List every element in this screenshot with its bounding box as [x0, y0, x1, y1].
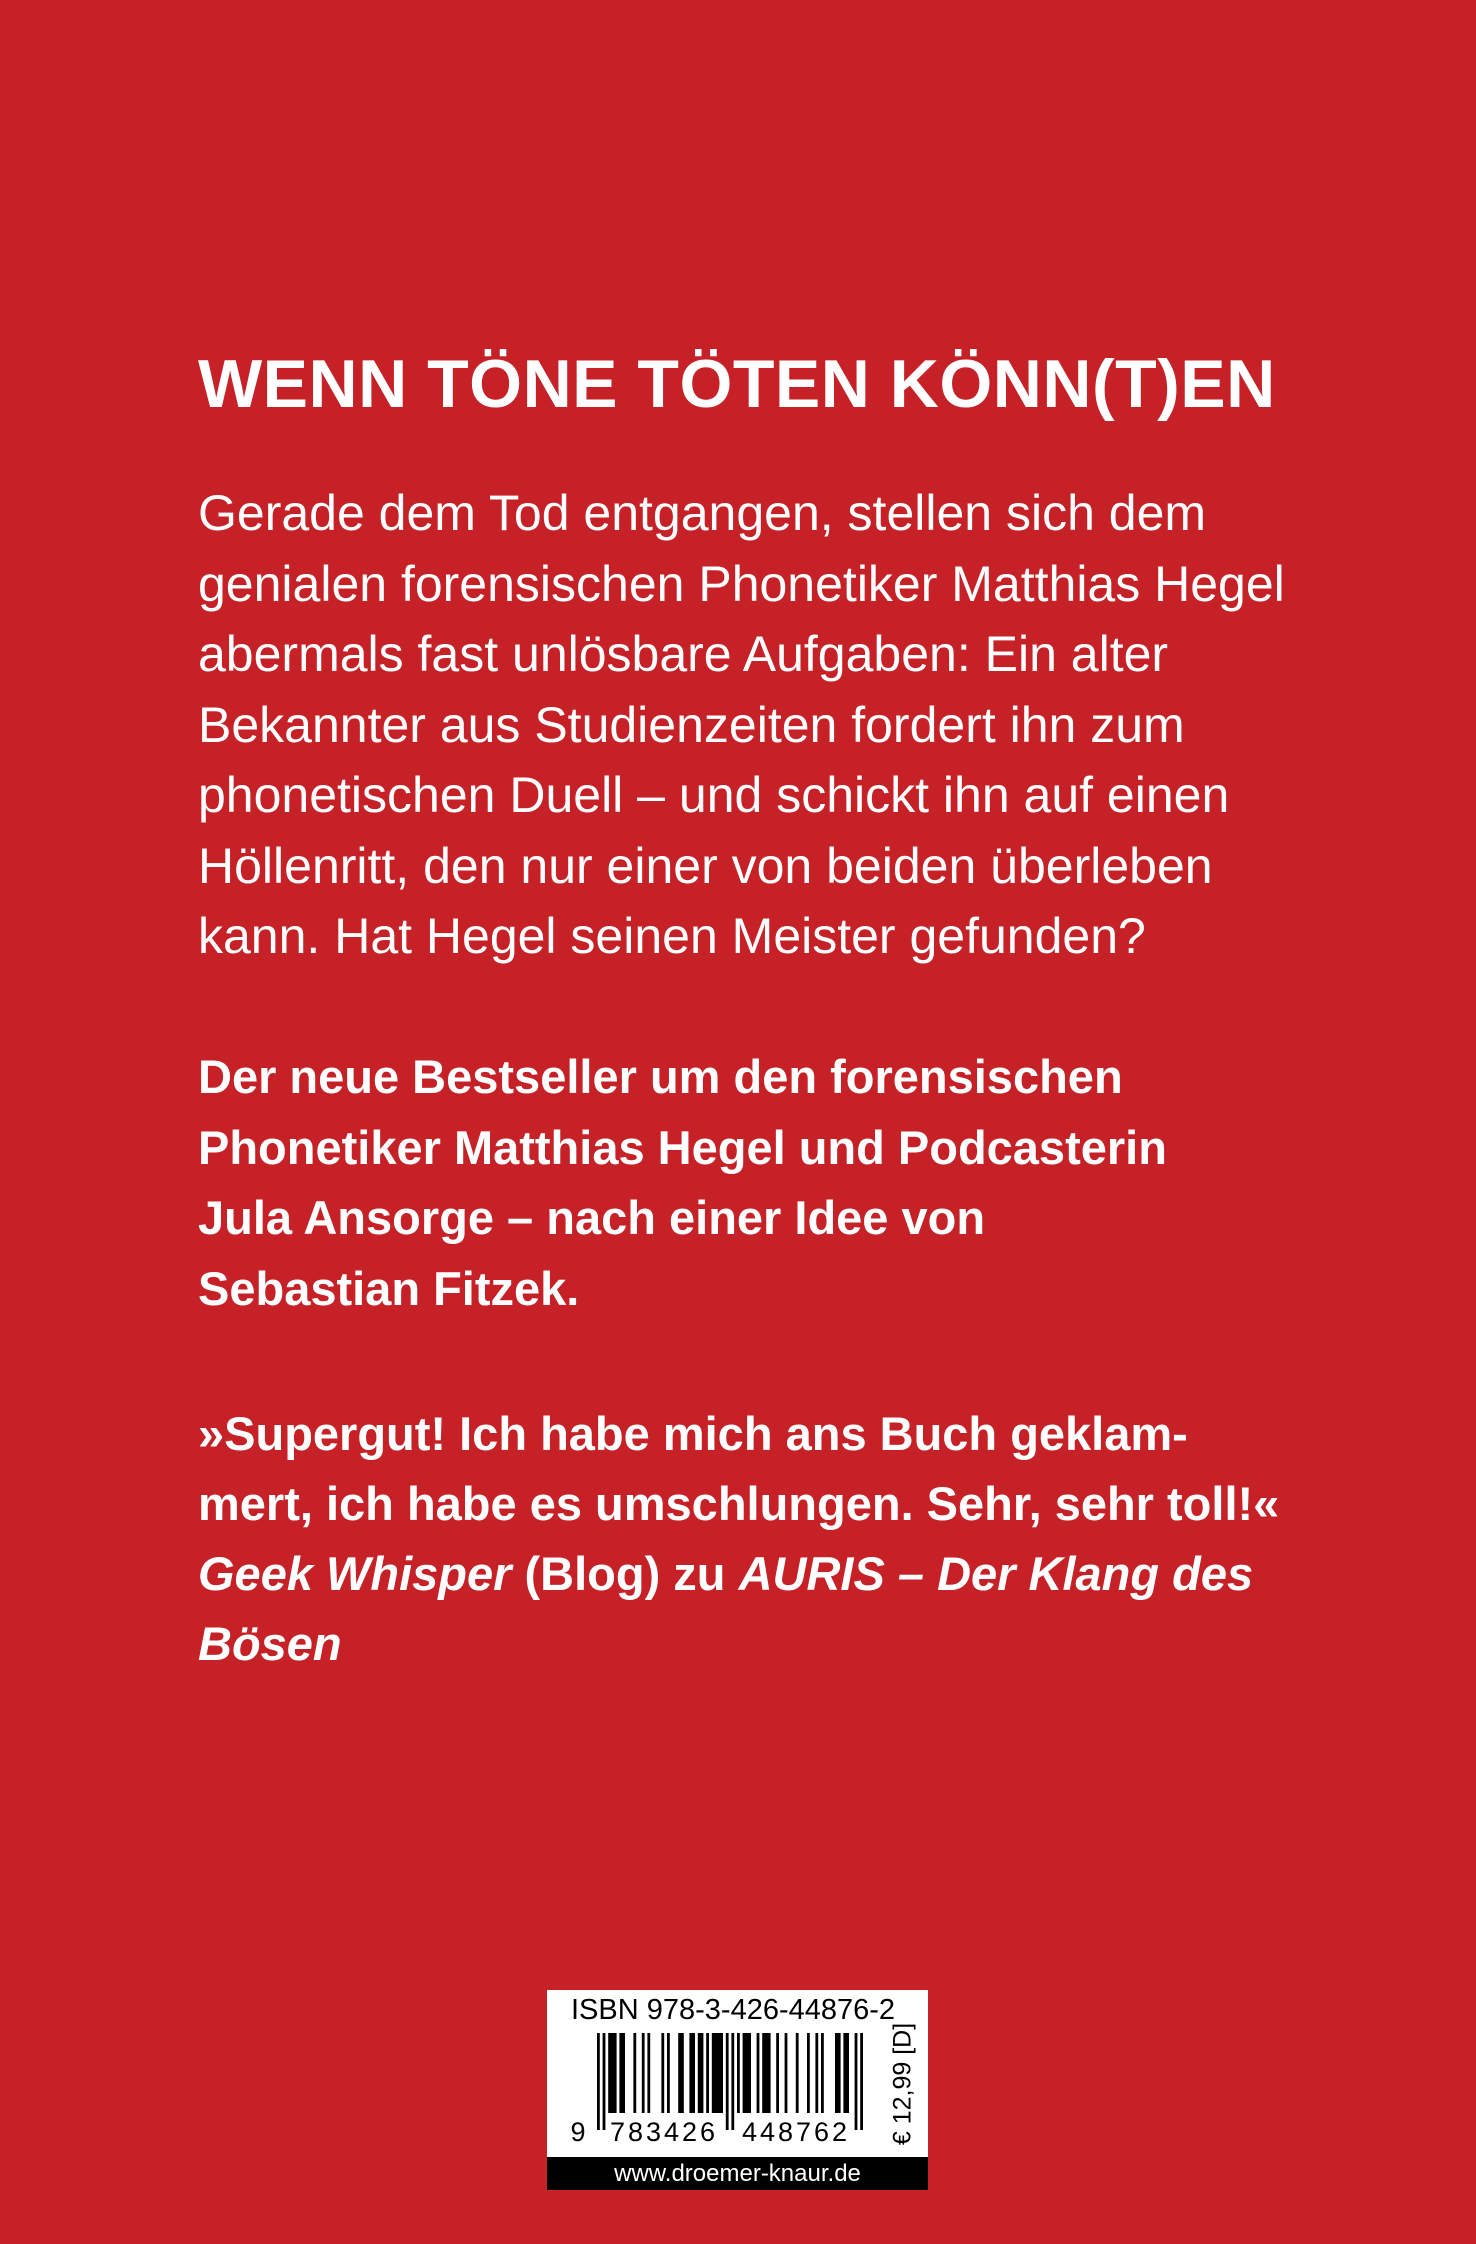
barcode-guard-bar: [726, 2033, 729, 2130]
barcode-leading-digit: 9: [570, 2117, 586, 2147]
barcode-bar: [762, 2033, 770, 2113]
quote-line: mert, ich habe es umschlungen. Sehr, sehr toll!«: [198, 1477, 1280, 1530]
blurb-line: phonetischen Duell – und schickt ihn auf einen: [198, 767, 1230, 823]
barcode-bar: [807, 2033, 810, 2113]
barcode-bar: [712, 2033, 723, 2113]
barcode-bar: [633, 2033, 636, 2113]
quote-line: »Supergut! Ich habe mich ans Buch geklam-: [198, 1407, 1188, 1460]
barcode-bar: [757, 2033, 760, 2113]
barcode-bar: [619, 2033, 625, 2113]
barcode-bar: [706, 2033, 709, 2113]
blurb-line: Bekannter aus Studienzeiten fordert ihn zum: [198, 696, 1185, 753]
barcode-guard-bar: [603, 2033, 606, 2130]
barcode-bar: [737, 2033, 740, 2113]
barcode-bar: [815, 2033, 818, 2113]
barcode-bar: [796, 2033, 799, 2113]
barcode-guard-bar: [731, 2033, 734, 2130]
barcode-bar: [743, 2033, 751, 2113]
blurb-line: Höllenritt, den nur einer von beiden überleben: [198, 837, 1213, 894]
review-source-type: (Blog) zu: [524, 1547, 726, 1600]
blurb-line: Gerade dem Tod entgangen, stellen sich dem: [198, 485, 1207, 541]
barcode-bar: [821, 2033, 824, 2113]
tagline-line: Jula Ansorge – nach einer Idee von: [198, 1191, 986, 1245]
barcode-guard-bar: [597, 2033, 600, 2130]
barcode-guard-bar: [855, 2033, 858, 2130]
review-quote: [198, 1399, 1279, 1679]
barcode-bar: [776, 2033, 779, 2113]
barcode-bar: [678, 2033, 684, 2113]
reviewed-book-title: AURIS – Der Klang des: [738, 1547, 1254, 1600]
barcode-bar: [661, 2033, 664, 2113]
blurb-line: genialen forensischen Phonetiker Matthias Hegel: [198, 555, 1285, 612]
tagline-line: Phonetiker Matthias Hegel und Podcasterin: [198, 1120, 1167, 1174]
barcode-left-digits: 783426: [609, 2117, 719, 2147]
tagline-line: Sebastian Fitzek.: [198, 1261, 580, 1315]
barcode-bar: [647, 2033, 650, 2113]
blurb-paragraph: [198, 478, 1285, 972]
price-label: € 12,99 [D]: [888, 2022, 917, 2146]
blurb-line: kann. Hat Hegel seinen Meister gefunden?: [198, 908, 1146, 964]
publisher-website: www.droemer-knaur.de: [547, 2157, 928, 2190]
barcode-bar: [698, 2033, 704, 2113]
barcode-bar: [843, 2033, 849, 2113]
quote-attribution: [198, 1539, 1279, 1609]
barcode-bar: [785, 2033, 788, 2113]
headline: WENN TÖNE TÖTEN KÖNN(T)EN: [198, 346, 1276, 422]
barcode-bar: [608, 2033, 616, 2113]
barcode-panel: [547, 1990, 928, 2190]
barcode-guard-bar: [860, 2033, 863, 2130]
reviewed-book-title-continued: Bösen: [198, 1617, 342, 1670]
tagline-paragraph: [198, 1042, 1167, 1324]
tagline-line: Der neue Bestseller um den forensischen: [198, 1050, 1123, 1103]
barcode-right-digits: 448762: [741, 2117, 851, 2147]
blurb-line: abermals fast unlösbare Aufgaben: Ein alter: [198, 626, 1169, 682]
barcode-bar: [667, 2033, 670, 2113]
isbn-label: ISBN 978-3-426-44876-2: [571, 1994, 896, 2026]
barcode-bar: [689, 2033, 695, 2113]
barcode-bar: [642, 2033, 645, 2113]
review-source-name: Geek Whisper: [198, 1547, 512, 1600]
barcode-bar: [835, 2033, 841, 2113]
